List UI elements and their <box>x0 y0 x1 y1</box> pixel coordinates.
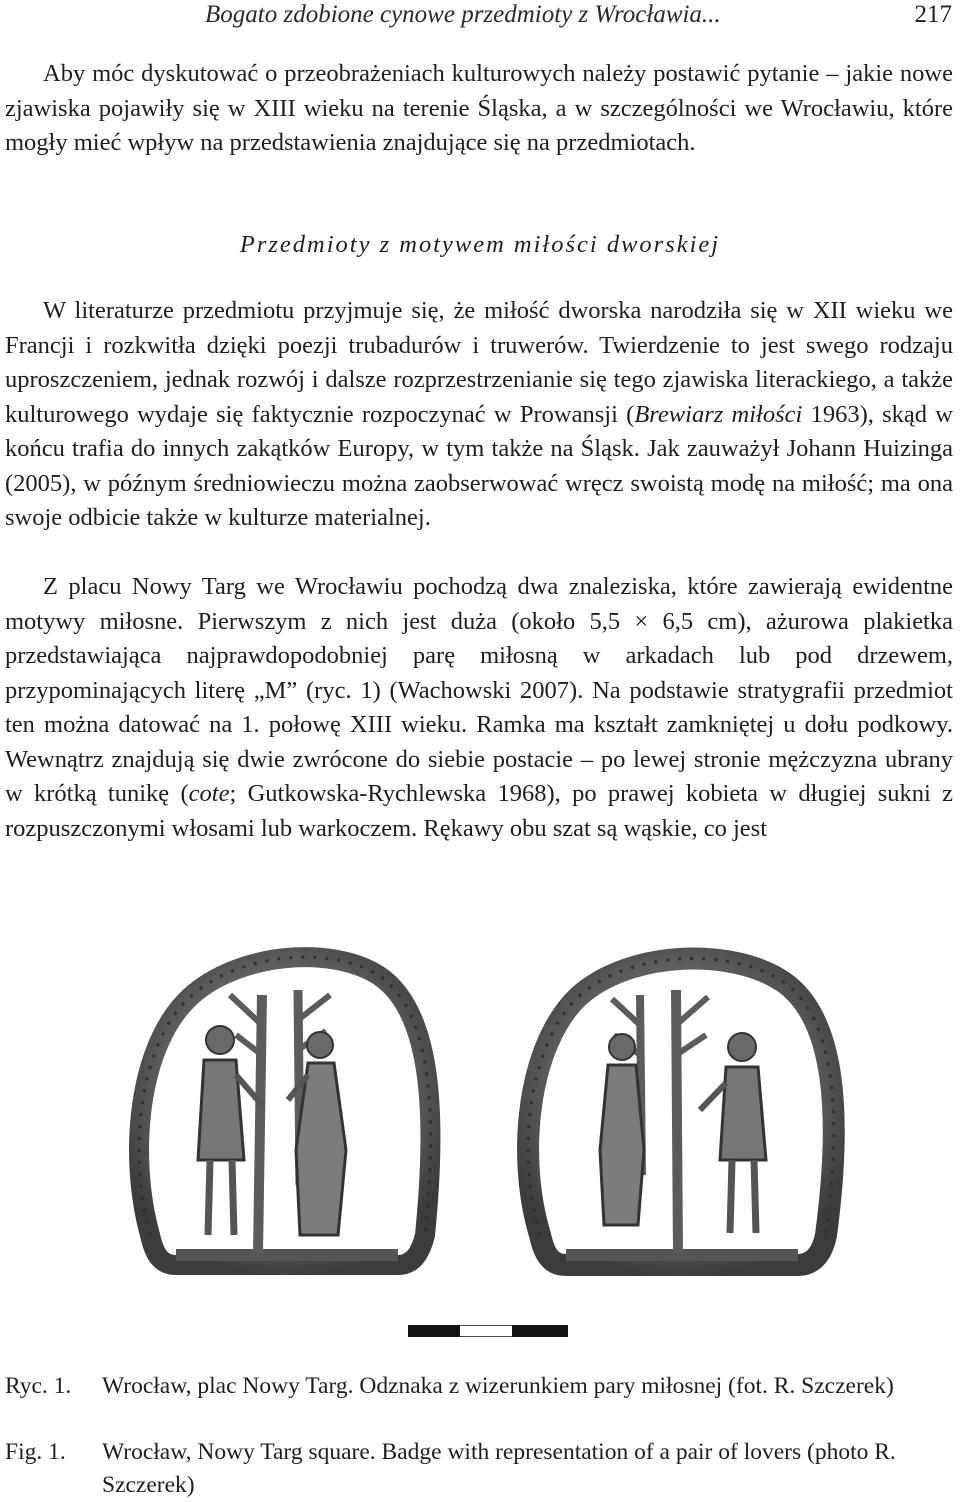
paragraph-text: W literaturze przedmiotu przyjmuje się, że miłość dworska narodziła się w XII wieku we Francji i rozkwitła dzięki poezji trubadurów i truwerów. Twierdzenie to jest swego rodzaju uproszczeniem, jednak rozwój i dalsze rozprzestrzenianie się tego zjawiska literackiego, a także kulturowego wydaje się faktycznie rozpoczynać w Prowansji ( <box>5 297 953 428</box>
badge-reverse <box>528 959 834 1265</box>
page-header <box>0 0 960 30</box>
caption-text: Wrocław, Nowy Targ square. Badge with representation of a pair of lovers (photo R. Szczerek) <box>102 1439 896 1498</box>
caption-label: Fig. 1. <box>5 1439 66 1465</box>
paragraph-text: 1963), skąd w końcu trafia do innych zakątków Europy, w tym także na Śląsk. Jak zauważył Johann Huizinga (2005), w późnym średniowieczu można zaobserwować wręcz swoistą modę na miłość; ma ona swoje odbicie także w kulturze materialnej. <box>5 400 953 531</box>
cited-title: Brewiarz miłości <box>634 400 803 428</box>
paragraph-plaque <box>5 570 953 846</box>
running-title: Bogato zdobione cynowe przedmioty z Wrocławia... <box>205 1 721 28</box>
caption-text: Wrocław, plac Nowy Targ. Odznaka z wizerunkiem pary miłosnej (fot. R. Szczerek) <box>102 1373 894 1399</box>
caption-label: Ryc. 1. <box>5 1373 72 1399</box>
paragraph-text: ; Gutkowska-Rychlewska 1968), po prawej kobieta w długiej sukni z rozpuszczonymi włosami lub warkoczem. Rękawy obu szat są wąskie, co jest <box>5 780 953 842</box>
figure-badge-photos <box>0 935 960 1350</box>
page-number: 217 <box>914 1 952 28</box>
badge-photographs <box>0 935 960 1350</box>
paragraph-text: Z placu Nowy Targ we Wrocławiu pochodzą dwa znaleziska, które zawierają ewidentne motywy miłosne. Pierwszym z nich jest duża (około 5,5 × 6,5 cm), ażurowa plakietka przedstawiająca najprawdopodobniej parę miłosną w arkadach lub pod drzewem, przypominających literę „M” (ryc. 1) (Wachowski 2007). Na podstawie stratygrafii przedmiot ten można datować na 1. połowę XIII wieku. Ramka ma kształt zamkniętej u dołu podkowy. Wewnątrz znajdują się dwie zwrócone do siebie postacie – po lewej stronie mężczyzna ubrany w krótką tunikę ( <box>5 573 953 807</box>
paragraph-intro: Aby móc dyskutować o przeobrażeniach kulturowych należy postawić pytanie – jakie nowe zjawiska pojawiły się w XIII wieku na terenie Śląska, a w szczególności we Wrocławiu, które mogły mieć wpływ na przedstawienia znajdujące się na przedmiotach. <box>5 60 953 156</box>
scale-bar <box>408 1325 568 1337</box>
paragraph-courtly-love <box>5 294 953 536</box>
section-heading: Przedmioty z motywem miłości dworskiej <box>239 231 721 258</box>
garment-term: cote <box>188 780 230 807</box>
badge-front <box>139 957 430 1265</box>
